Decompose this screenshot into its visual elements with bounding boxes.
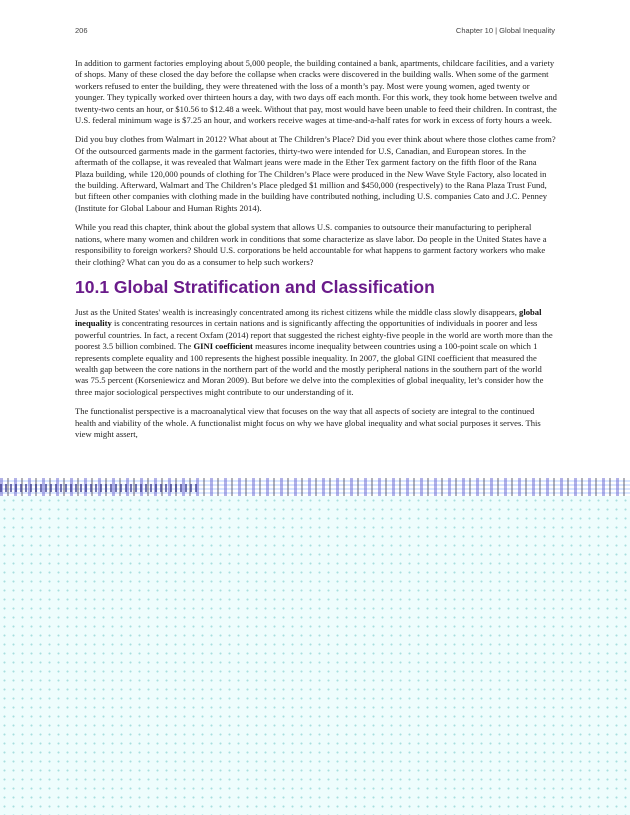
key-term-gini-coefficient: GINI coefficient (193, 341, 253, 352)
running-title: Chapter 10 | Global Inequality (455, 26, 555, 35)
paragraph-reflection-questions: While you read this chapter, think about the global system that allows U.S. companies to outsource their manufacturing to peripheral nations, where many women and children work in conditions that some characterize as slave labor. Do people in the United States have a responsibility to foreign workers? Should U.S. corporations be held accountable for what happens to garment factory workers who make their clothing? What can you do as a consumer to help such workers? (75, 222, 547, 267)
page-header (75, 26, 555, 38)
blank-dotted-area (0, 496, 630, 815)
paragraph-functionalist: The functionalist perspective is a macroanalytical view that focuses on the way that all aspects of society are integral to the continued health and viability of the whole. A functionalist might focus on why we have global inequality and what social purposes it serves. This view might assert, (75, 406, 541, 439)
text-segment: is concentrating resources in certain nations and is significantly affecting the opportunities of individuals in poorer and less powerful countries. In fact, a recent Oxfam (2014) report that suggested the richest eighty-five people in the world are worth more than the poorest 3.5 billion combined. The (75, 318, 553, 352)
paragraph-factory-building: In addition to garment factories employing about 5,000 people, the building contained a bank, apartments, childcare facilities, and a variety of shops. Many of these closed the day before the collapse when cracks were discovered in the building walls. When some of the garment workers refused to enter the building, they were threatened with the loss of a month’s pay. Most were young women, aged twenty or younger. They typically worked over thirteen hours a day, with two days off each month. For this work, they took home between twelve and twenty-two cents an hour, or $10.56 to $12.48 a week. Without that pay, most would have been unable to feed their children. In contrast, the U.S. federal minimum wage is $7.25 an hour, and workers receive wages at time-and-a-half rates for work in excess of forty hours a week. (75, 58, 557, 126)
page-number: 206 (75, 26, 88, 35)
section-heading: 10.1 Global Stratification and Classification (75, 276, 435, 297)
key-term-global-inequality: global inequality (75, 306, 542, 329)
scan-artifact-band (0, 484, 200, 492)
paragraph-walmart-question: Did you buy clothes from Walmart in 2012? What about at The Children’s Place? Did you ever think about where those clothes came from? Of the outsourced garments made in the garment factories, thirty-two were intended for U.S, Canadian, and European stores. In the aftermath of the collapse, it was revealed that Walmart jeans were made in the Ether Tex garment factory on the fifth floor of the Rana Plaza building, while 120,000 pounds of clothing for The Children’s Place were produced in the New Wave Style Factory, also located in the building. Afterward, Walmart and The Children’s Place pledged $1 million and $450,000 (respectively) to the Rana Plaza Trust Fund, but fifteen other companies with clothing made in the building have contributed nothing, including U.S. companies Cato and J.C. Penney (Institute for Global Labour and Human Rights 2014). (75, 134, 556, 213)
text-segment: Just as the United States' wealth is increasingly concentrated among its richest citizens while the middle class slowly disappears, (75, 306, 517, 317)
paragraph-global-inequality (75, 307, 557, 398)
text-segment: measures income inequality between countries using a 100-point scale on which 1 represents complete equality and 100 represents the highest possible inequality. In 2007, the global GINI coefficient that measured the wealth gap between the core nations in the northern part of the world and the mostly peripheral nations in the southern part of the world was 75.5 percent (Korseniewicz and Moran 2009). But before we delve into the complexities of global inequality, let’s consider how the three major sociological perspectives might contribute to our understanding of it. (75, 341, 544, 397)
page-content (75, 58, 557, 483)
